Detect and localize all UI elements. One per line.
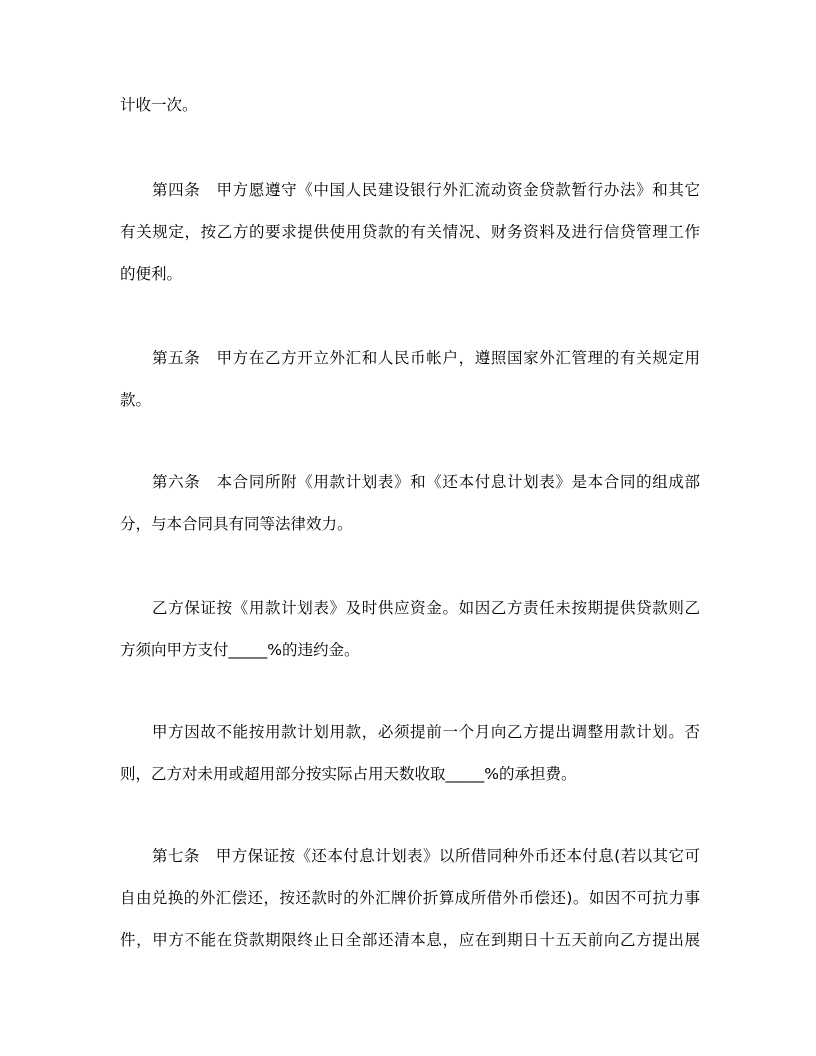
- article-7-line-2: 自由兑换的外汇偿还，按还款时的外汇牌价折算成所借外币偿还)。如因不可抗力事: [120, 889, 700, 907]
- article-4-line-1: 第四条 甲方愿遵守《中国人民建设银行外汇流动资金贷款暂行办法》和其它: [152, 181, 700, 199]
- article-5-line-1: 第五条 甲方在乙方开立外汇和人民币帐户，遵照国家外汇管理的有关规定用: [152, 349, 700, 367]
- article-7-line-1: 第七条 甲方保证按《还本付息计划表》以所借同种外币还本付息(若以其它可: [152, 847, 700, 865]
- article-4-line-3: 的便利。: [120, 265, 183, 283]
- article-7-line-3: 件，甲方不能在贷款期限终止日全部还清本息，应在到期日十五天前向乙方提出展: [120, 931, 700, 949]
- article-6-line-2: 分，与本合同具有同等法律效力。: [120, 515, 353, 533]
- article-5-line-2: 款。: [120, 391, 152, 409]
- plan-adjust-line-2: 则，乙方对未用或超用部分按实际占用天数收取_____%的承担费。: [120, 765, 577, 783]
- article-4-line-2: 有关规定，按乙方的要求提供使用贷款的有关情况、财务资料及进行信贷管理工作: [120, 223, 700, 241]
- text-line: 计收一次。: [120, 96, 198, 114]
- supply-guarantee-line-2: 方须向甲方支付_____%的违约金。: [120, 641, 360, 659]
- supply-guarantee-line-1: 乙方保证按《用款计划表》及时供应资金。如因乙方责任未按期提供贷款则乙: [152, 599, 700, 617]
- plan-adjust-line-1: 甲方因故不能按用款计划用款，必须提前一个月向乙方提出调整用款计划。否: [152, 723, 700, 741]
- article-6-line-1: 第六条 本合同所附《用款计划表》和《还本付息计划表》是本合同的组成部: [152, 473, 700, 491]
